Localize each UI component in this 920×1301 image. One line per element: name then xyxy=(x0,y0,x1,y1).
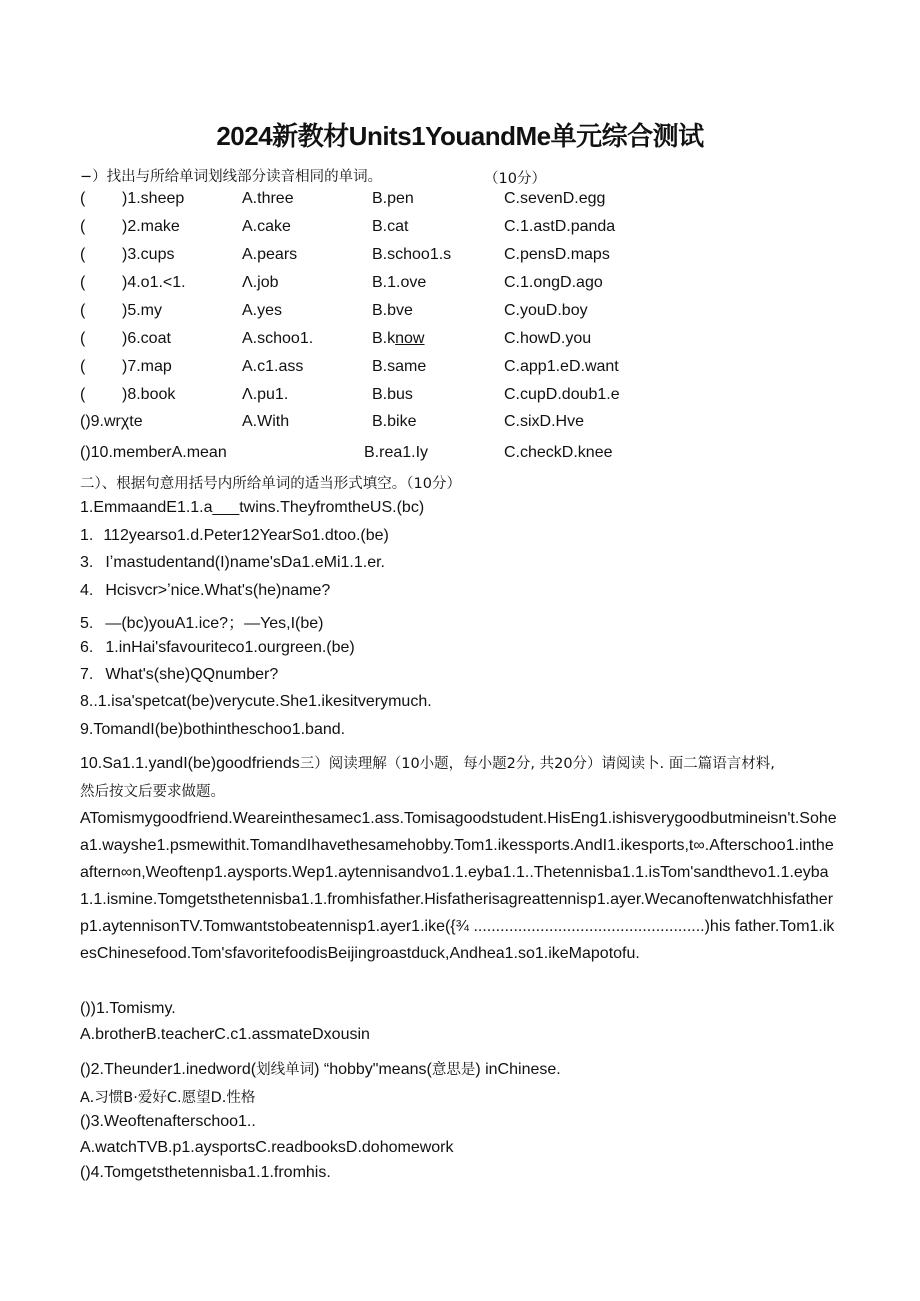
section3-instruction: 然后按文后要求做题。 xyxy=(80,784,225,800)
option-cd: C.cupD.doub1.e xyxy=(504,386,620,403)
section1-score: （10分） xyxy=(484,171,546,187)
question-word: )6.coat xyxy=(122,330,171,347)
question-word: )8.book xyxy=(122,386,176,403)
answer-blank[interactable]: ( xyxy=(80,358,86,375)
option-cd: C.checkD.knee xyxy=(504,444,613,461)
q2-cn-note: 划线单词 xyxy=(256,1062,315,1078)
section3-heading: 三）阅读理解（10小题，每小题2分, 共20分）请阅读卜. 面二篇语言材料, xyxy=(299,756,775,772)
option-b: B.bike xyxy=(372,413,417,430)
option-a: A.With xyxy=(242,413,290,430)
q2-text-mid: ) “hobby"means( xyxy=(314,1061,432,1078)
section2-heading: 二）、根据句意用括号内所给单词的适当形式填空。（10分） xyxy=(80,476,461,492)
option-a: A.schoo1. xyxy=(242,330,314,347)
reading-question-1: ())1.Tomismy. xyxy=(80,1000,176,1017)
question-word: )3.cups xyxy=(122,246,175,263)
q2-text: ()2.Theunder1.inedword( xyxy=(80,1061,257,1078)
option-cd: C.howD.you xyxy=(504,330,592,347)
option-a: A.three xyxy=(242,190,294,207)
item-text: 112yearso1.d.Peter12YearSo1.dtoo.(be) xyxy=(103,527,389,544)
reading-passage: ATomismygoodfriend.Weareinthesamec1.ass.Tomisagoodstudent.HisEng1.ishisverygoodbutmineisn't.Sohea1.wayshe1.psmewithit.TomandIhavethesamehobby.Tom1.ikessports.AndI1.ikesports,t∞.Afterschoo1.intheaftern∞n,Weoftenp1.aysports.Wep1.aytennisandvo1.1.eyba1.1..Thetennisba1.1.isTom'sandthevo1.1.eyba1.1.ismine.Tomgetsthetennisba1.1.fromhisfather.Hisfatherisagreattennisp1.ayer.Wecanoftenwatchhisfatherp1.aytennisonTV.Tomwantstobeatennisp1.ayer1.ike({¾ ....................................................)his father.Tom1.ikesChinesefood.Tom'sfavoritefoodisBeijingroastduck,Andhea1.so1.ikeMapotofu. xyxy=(80,810,837,962)
fill-item-9: 9.TomandI(be)bothintheschoo1.band. xyxy=(80,721,346,738)
option-a: A.yes xyxy=(242,302,283,319)
answer-blank[interactable]: ( xyxy=(80,330,86,347)
fill-item-2 xyxy=(80,527,389,545)
reading-options-1: A.brotherB.teacherC.c1.assmateDxousin xyxy=(80,1026,370,1043)
question-row-6 xyxy=(80,330,880,352)
reading-options-2 xyxy=(80,1086,255,1107)
option-a: Λ.job xyxy=(242,274,279,291)
question-word: )5.my xyxy=(122,302,162,319)
item-text: Iʼmastudentand(I)name'sDa1.eMi1.1.er. xyxy=(105,554,385,571)
reading-question-3: ()3.Weoftenafterschoo1.. xyxy=(80,1113,256,1130)
question-row-2 xyxy=(80,218,880,240)
answer-blank[interactable]: ( xyxy=(80,302,86,319)
item-text: —(bc)youA1.ice?；—Yes,I(be) xyxy=(105,615,324,632)
question-word: )1.sheep xyxy=(122,190,185,207)
q2-text-end: ) inChinese. xyxy=(475,1061,561,1078)
option-b: B.rea1.Iy xyxy=(364,444,429,461)
option-b: B.schoo1.s xyxy=(372,246,452,263)
option-a: A.pears xyxy=(242,246,298,263)
question-row-1 xyxy=(80,190,880,212)
fill-item-10 xyxy=(80,752,775,773)
item-number: 7. xyxy=(80,666,94,683)
fill-item-1: 1.EmmaandE1.1.a___twins.TheyfromtheUS.(bc) xyxy=(80,499,425,516)
option-b-underlined: now xyxy=(395,330,425,347)
option-cd: C.youD.boy xyxy=(504,302,588,319)
question-word: )7.map xyxy=(122,358,172,375)
reading-question-4: ()4.Tomgetsthetennisba1.1.fromhis. xyxy=(80,1164,331,1181)
page-title: 2024新教材Units1YouandMe单元综合测试 xyxy=(216,121,704,151)
question-row-9 xyxy=(80,413,880,435)
answer-blank[interactable]: ( xyxy=(80,246,86,263)
item-text: 10.Sa1.1.yandI(be)goodfriends xyxy=(80,755,300,772)
option-b: B.1.ove xyxy=(372,274,427,291)
answer-blank[interactable]: ( xyxy=(80,218,86,235)
question-row-4 xyxy=(80,274,880,296)
question-word: )4.o1.<1. xyxy=(122,274,186,291)
option-b: B.same xyxy=(372,358,427,375)
answer-blank[interactable]: ( xyxy=(80,274,86,291)
fill-item-4 xyxy=(80,582,330,600)
item-number: 4. xyxy=(80,582,94,599)
option-a: Λ.pu1. xyxy=(242,386,289,403)
option-b: B.pen xyxy=(372,190,414,207)
option-a: A.c1.ass xyxy=(242,358,304,375)
fill-item-5 xyxy=(80,610,324,633)
option-b-prefix: B.k xyxy=(372,330,396,347)
q2-options: A.习惯B·爱好C.愿望D.性格 xyxy=(80,1090,256,1106)
answer-blank[interactable]: ( xyxy=(80,386,86,403)
question-row-8 xyxy=(80,386,880,408)
option-cd: C.1.astD.panda xyxy=(504,218,616,235)
option-a: A.cake xyxy=(242,218,291,235)
question-word: ()9.wrχte xyxy=(80,413,143,430)
option-cd: C.1.ongD.ago xyxy=(504,274,603,291)
item-number: 6. xyxy=(80,639,94,656)
question-row-5 xyxy=(80,302,880,324)
option-cd: C.app1.eD.want xyxy=(504,358,619,375)
fill-item-7 xyxy=(80,666,278,684)
question-word: ()10.memberA.mean xyxy=(80,444,227,461)
option-b: B.cat xyxy=(372,218,409,235)
item-text: What's(she)QQnumber? xyxy=(105,666,279,683)
question-row-3 xyxy=(80,246,880,268)
question-word: )2.make xyxy=(122,218,180,235)
fill-item-8: 8..1.isa'spetcat(be)verycute.She1.ikesitverymuch. xyxy=(80,693,432,710)
option-b: B.bus xyxy=(372,386,413,403)
option-b: B.bve xyxy=(372,302,413,319)
item-text: Hcisvcr>ʼnice.What's(he)name? xyxy=(105,582,331,599)
option-b xyxy=(372,330,424,348)
reading-options-3: A.watchTVB.p1.aysportsC.readbooksD.dohomework xyxy=(80,1139,454,1156)
item-number: 1. xyxy=(80,527,94,544)
section1-heading: −）找出与所给单词划线部分读音相同的单词。 xyxy=(80,169,383,185)
fill-item-3 xyxy=(80,554,385,572)
item-text: 1.inHai'sfavouriteco1.ourgreen.(be) xyxy=(105,639,355,656)
item-number: 5. xyxy=(80,615,94,632)
reading-question-2 xyxy=(80,1058,561,1079)
item-number: 3. xyxy=(80,554,94,571)
option-cd: C.pensD.maps xyxy=(504,246,610,263)
option-cd: C.sixD.Hve xyxy=(504,413,585,430)
question-row-10 xyxy=(80,444,880,466)
question-row-7 xyxy=(80,358,880,380)
option-cd: C.sevenD.egg xyxy=(504,190,606,207)
fill-item-6 xyxy=(80,639,355,657)
answer-blank[interactable]: ( xyxy=(80,190,86,207)
q2-cn-note-2: 意思是 xyxy=(431,1062,476,1078)
